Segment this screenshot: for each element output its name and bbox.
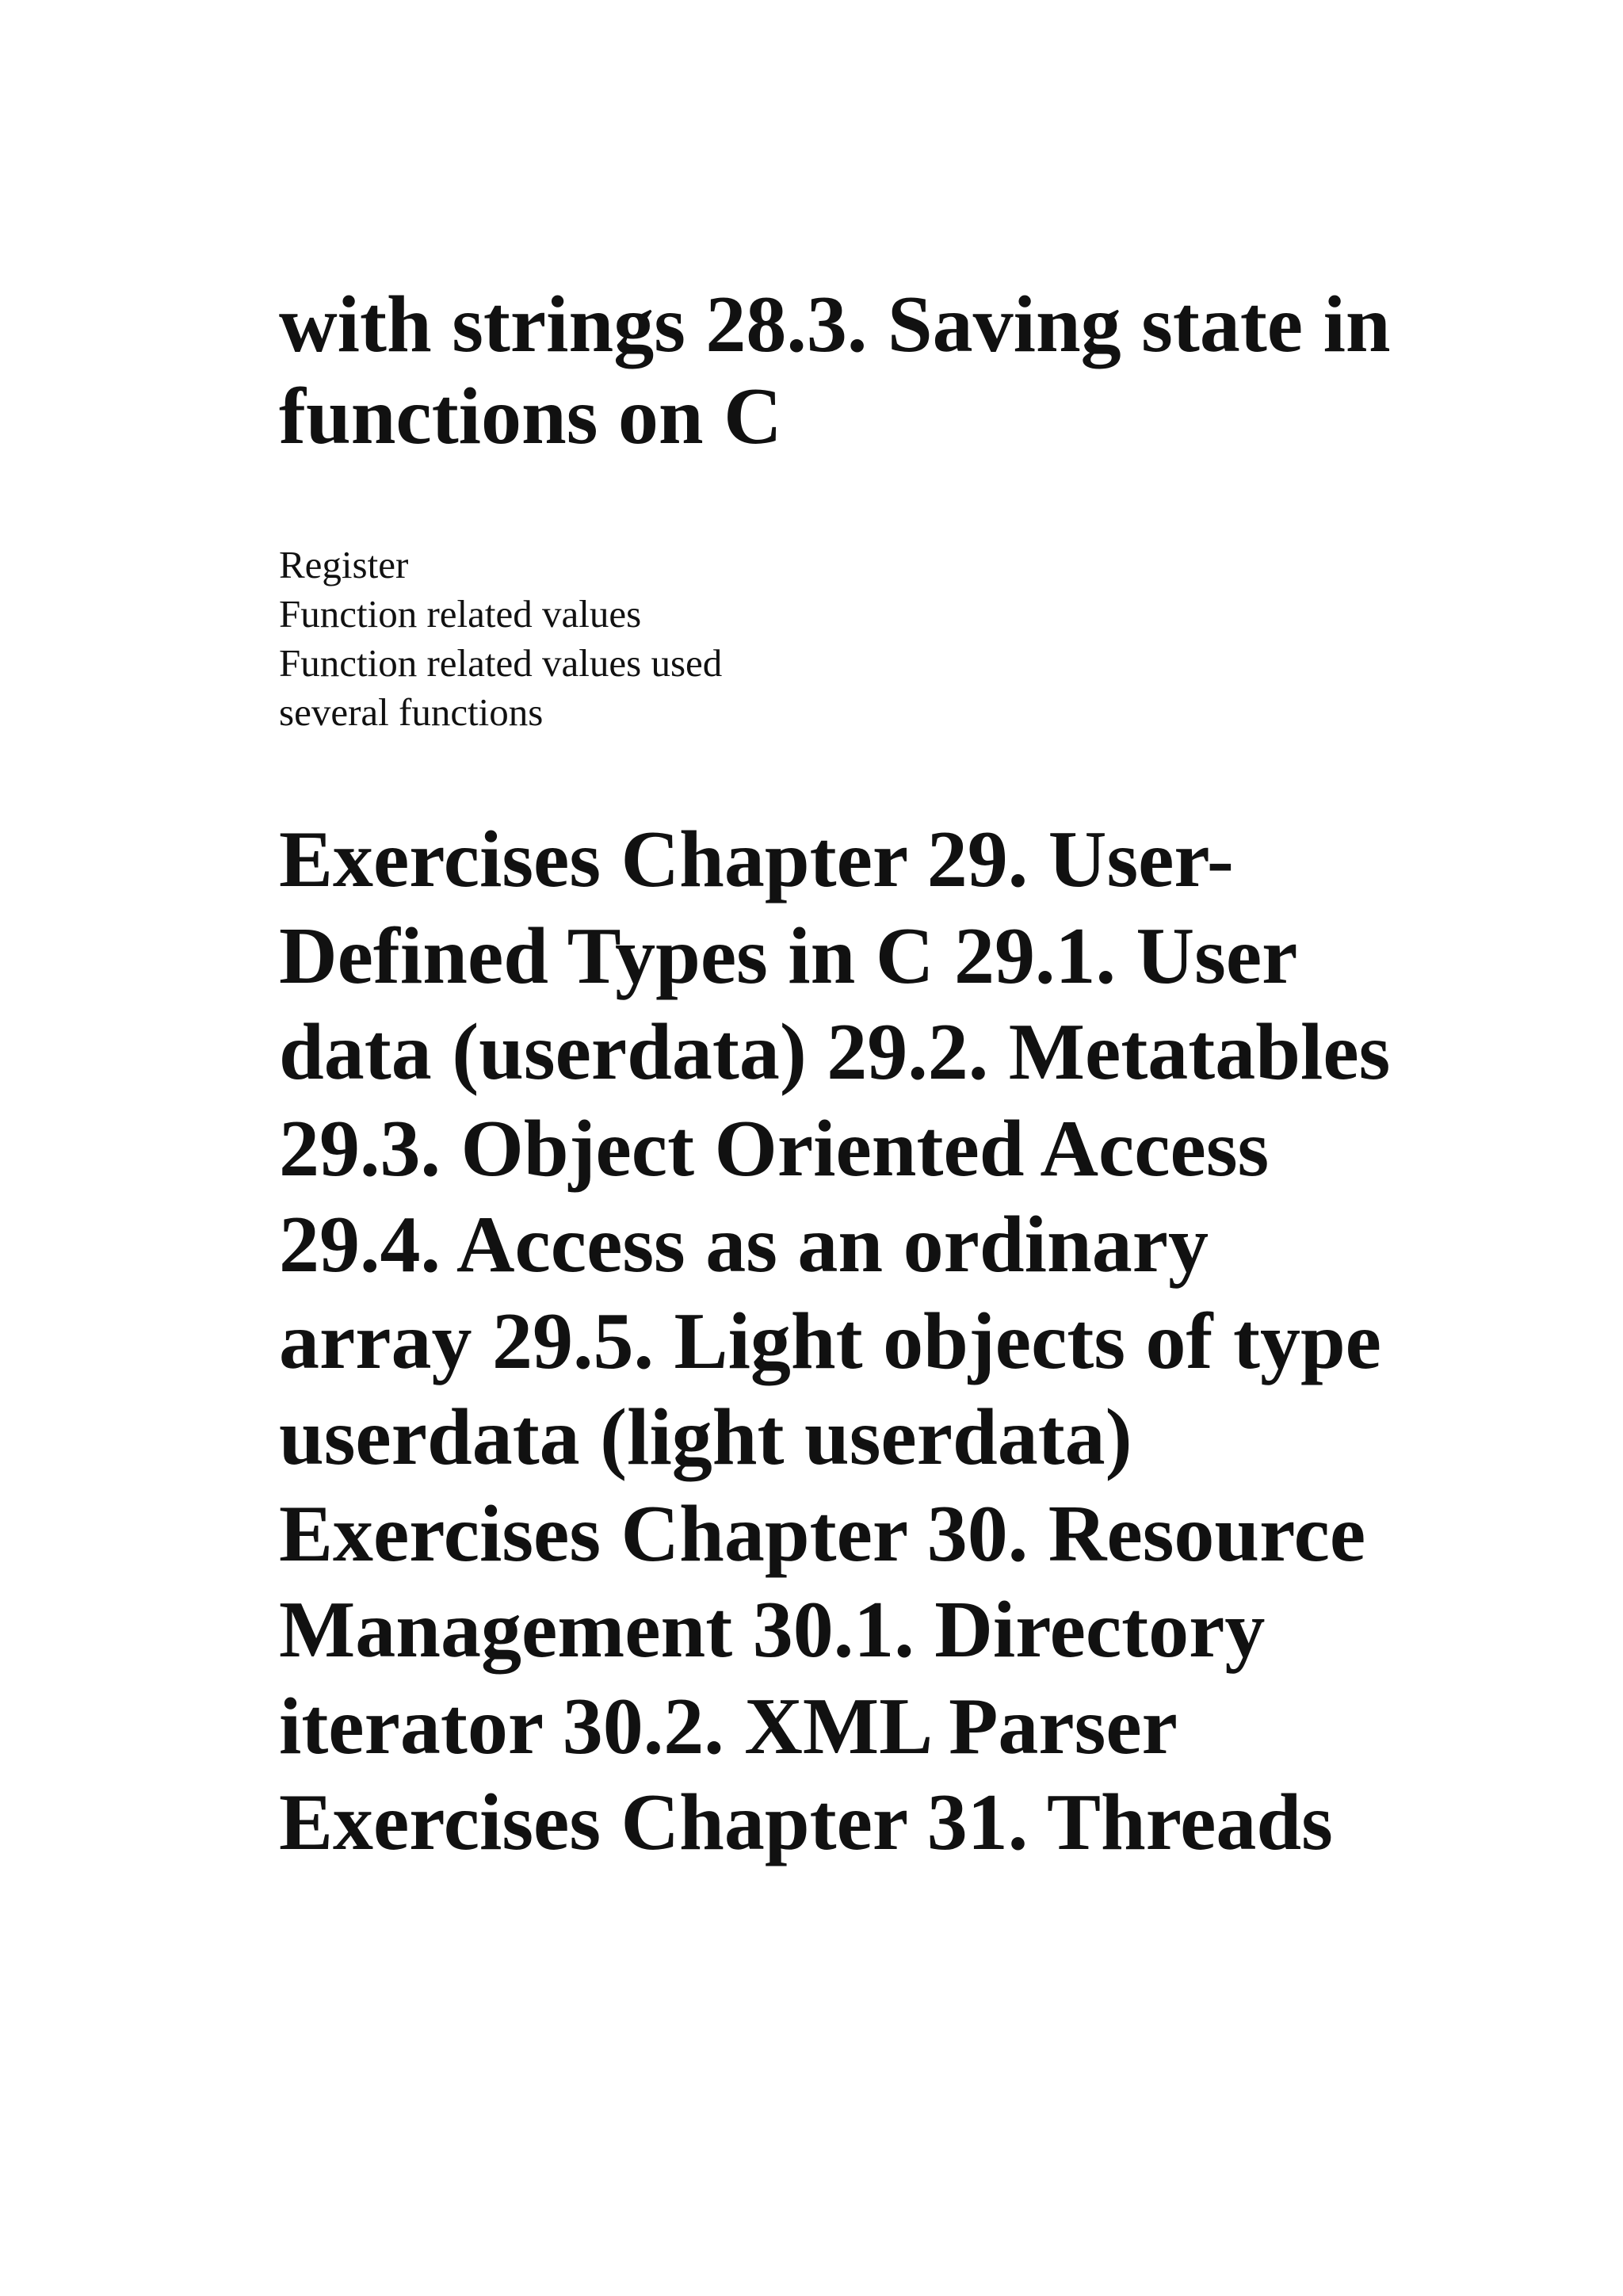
list-item-function-related-values: Function related values (279, 592, 642, 636)
subsection-list (279, 541, 1404, 737)
list-item-register: Register (279, 543, 409, 586)
section-heading-saving-state: with strings 28.3. Saving state in functions on C (279, 280, 1391, 461)
section-heading-user-defined-types: Exercises Chapter 29. User-Defined Types in C 29.1. User data (userdata) 29.2. Metatables 29.3. Object Oriented Access 29.4. Access as an ordinary array 29.5. Light objects of type userdata (light userdata) Exercises Chapter 30. Resource Management 30.1. Directory iterator 30.2. XML Parser Exercises Chapter 31. Threads (279, 815, 1391, 1867)
list-item-function-related-values-used: Function related values used (279, 641, 723, 685)
page-content (279, 279, 1404, 1871)
list-item-several-functions: several functions (279, 690, 544, 734)
